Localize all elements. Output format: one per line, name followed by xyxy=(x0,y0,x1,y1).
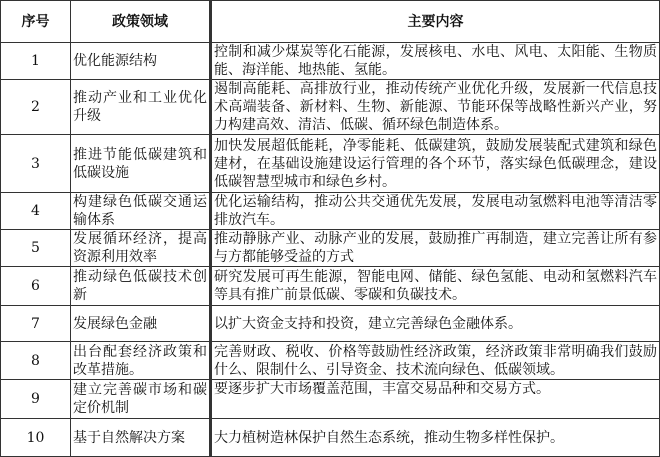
table-row xyxy=(1,230,660,267)
row-number: 5 xyxy=(1,230,71,267)
row-number: 3 xyxy=(1,135,71,193)
row-policy-area: 出台配套经济政策和改革措施。 xyxy=(71,342,211,380)
table-row xyxy=(1,419,660,457)
row-number: 6 xyxy=(1,267,71,306)
row-number: 4 xyxy=(1,193,71,230)
header-number: 序号 xyxy=(1,1,71,43)
table-header-row xyxy=(1,1,660,43)
row-policy-area: 推动产业和工业优化升级 xyxy=(71,80,211,135)
row-policy-area: 建立完善碳市场和碳定价机制 xyxy=(71,380,211,419)
row-content: 优化运输结构，推动公共交通优先发展，发展电动氢燃料电池等清洁零排放汽车。 xyxy=(211,193,660,230)
row-number: 7 xyxy=(1,306,71,342)
row-content: 以扩大资金支持和投资，建立完善绿色金融体系。 xyxy=(211,306,660,342)
row-number: 2 xyxy=(1,80,71,135)
header-policy-area: 政策领域 xyxy=(71,1,211,43)
table-row xyxy=(1,135,660,193)
table-row xyxy=(1,193,660,230)
row-content: 完善财政、税收、价格等鼓励性经济政策，经济政策非常明确我们鼓励什么、限制什么、引导资金、技术流向绿色、低碳领域。 xyxy=(211,342,660,380)
row-content: 研究发展可再生能源，智能电网、储能、绿色氢能、电动和氢燃料汽车等具有推广前景低碳、零碳和负碳技术。 xyxy=(211,267,660,306)
row-policy-area: 推进节能低碳建筑和低碳设施 xyxy=(71,135,211,193)
row-policy-area: 优化能源结构 xyxy=(71,43,211,80)
row-policy-area: 发展循环经济，提高资源利用效率 xyxy=(71,230,211,267)
row-number: 8 xyxy=(1,342,71,380)
row-content: 遏制高能耗、高排放行业，推动传统产业优化升级，发展新一代信息技术高端装备、新材料、生物、新能源、节能环保等战略性新兴产业，努力构建高效、清洁、低碳、循环绿色制造体系。 xyxy=(211,80,660,135)
row-policy-area: 推动绿色低碳技术创新 xyxy=(71,267,211,306)
table-row xyxy=(1,306,660,342)
row-policy-area: 发展绿色金融 xyxy=(71,306,211,342)
table-row xyxy=(1,80,660,135)
row-content: 大力植树造林保护自然生态系统，推动生物多样性保护。 xyxy=(211,419,660,457)
header-main-content: 主要内容 xyxy=(211,1,660,43)
row-content: 加快发展超低能耗，净零能耗、低碳建筑，鼓励发展装配式建筑和绿色建材，在基础设施建设运行管理的各个环节，落实绿色低碳理念，建设低碳智慧型城市和绿色乡村。 xyxy=(211,135,660,193)
table-row xyxy=(1,342,660,380)
row-content: 推动静脉产业、动脉产业的发展，鼓励推广再制造，建立完善让所有参与方都能够受益的方式 xyxy=(211,230,660,267)
row-policy-area: 构建绿色低碳交通运输体系 xyxy=(71,193,211,230)
row-content: 控制和减少煤炭等化石能源，发展核电、水电、风电、太阳能、生物质能、海洋能、地热能、氢能。 xyxy=(211,43,660,80)
row-content: 要逐步扩大市场覆盖范围，丰富交易品种和交易方式。 xyxy=(211,380,660,419)
row-number: 9 xyxy=(1,380,71,419)
row-number: 10 xyxy=(1,419,71,457)
table-row xyxy=(1,380,660,419)
table-row xyxy=(1,267,660,306)
table-row xyxy=(1,43,660,80)
row-number: 1 xyxy=(1,43,71,80)
row-policy-area: 基于自然解决方案 xyxy=(71,419,211,457)
